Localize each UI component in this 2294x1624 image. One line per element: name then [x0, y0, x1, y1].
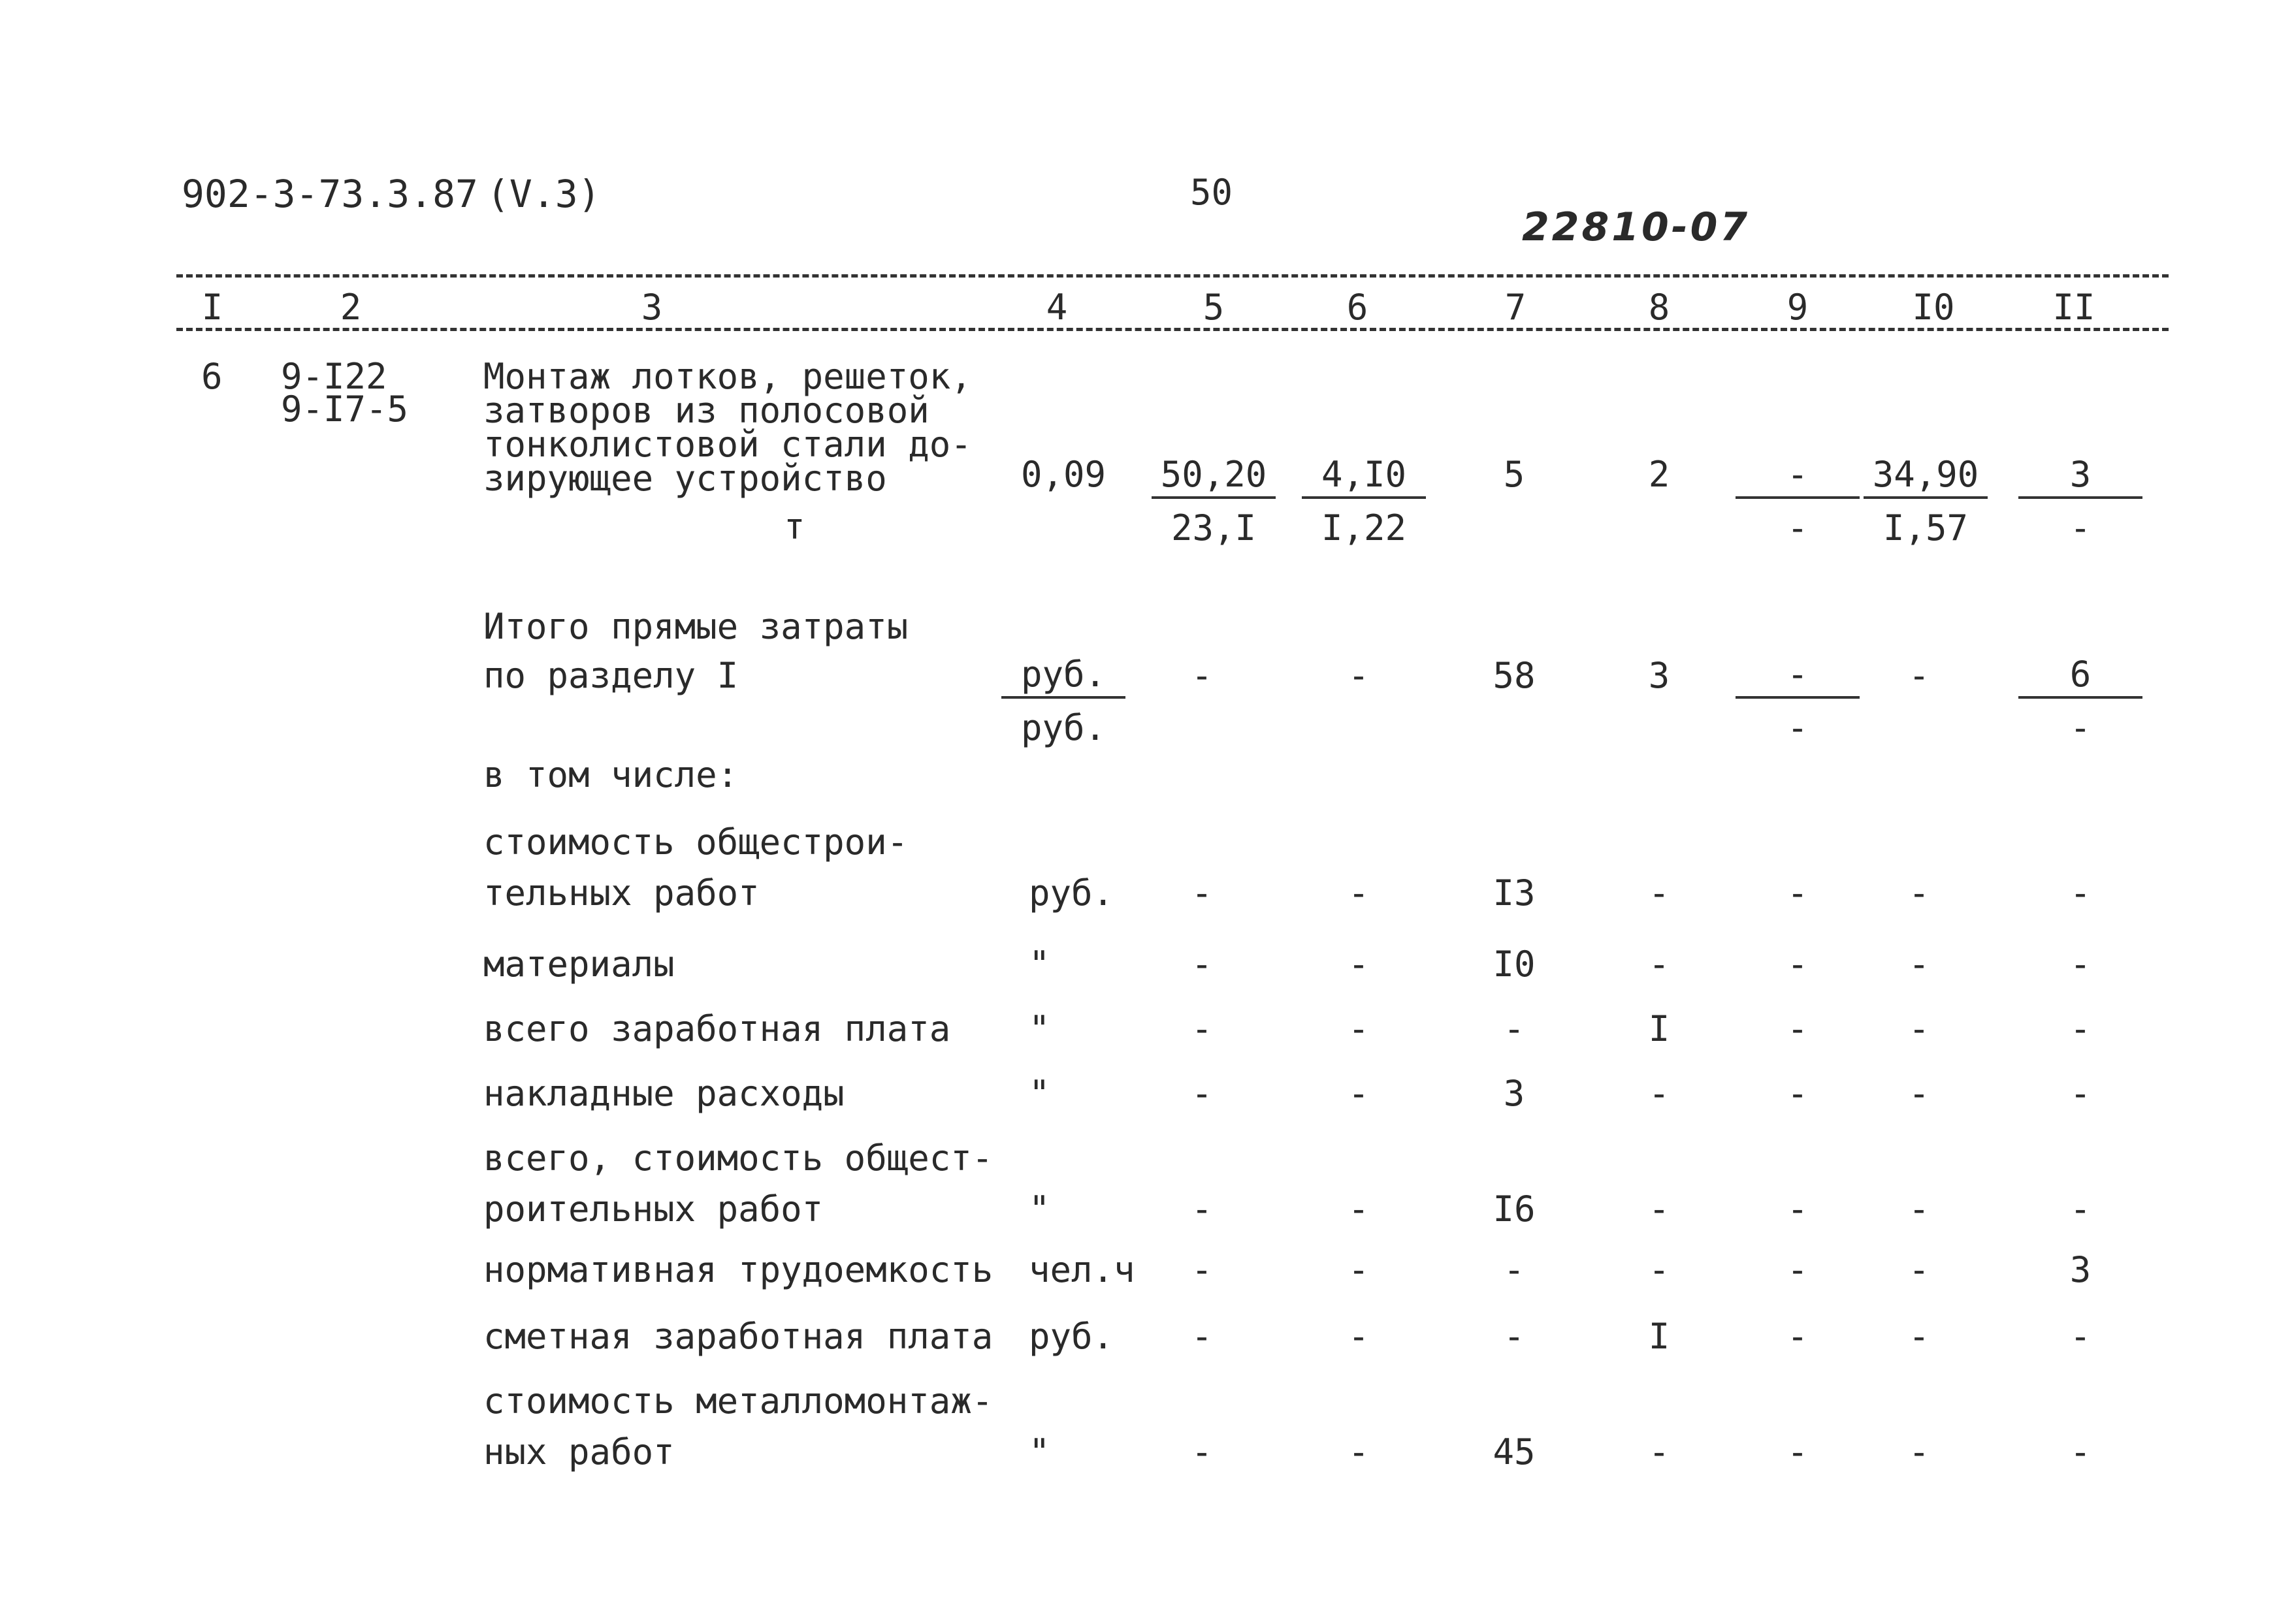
- unit-cost-col6: [1285, 454, 1442, 549]
- total-cost-col8: 2: [1648, 454, 1670, 495]
- document-code: 902-3-73.3.87: [182, 172, 478, 216]
- breakdown-value-col10: -: [1908, 872, 1930, 914]
- item-unit: т: [784, 506, 805, 547]
- breakdown-value-col9: -: [1786, 1431, 1809, 1473]
- column-number: 2: [340, 287, 362, 328]
- breakdown-value-col7: I0: [1493, 944, 1536, 985]
- breakdown-value-col8: -: [1648, 1073, 1670, 1114]
- column-number: 6: [1346, 287, 1368, 328]
- breakdown-value-col5: -: [1191, 944, 1213, 985]
- fraction-denominator: I,22: [1321, 507, 1407, 549]
- breakdown-value-col10: -: [1908, 1073, 1930, 1114]
- total-col6: -: [1348, 655, 1370, 696]
- breakdown-value-col10: -: [1908, 1316, 1930, 1357]
- fraction-denominator: I,57: [1882, 507, 1969, 549]
- item-description-line: тонколистовой стали до-: [483, 424, 972, 465]
- breakdown-value-col6: -: [1348, 1008, 1370, 1049]
- total-cost-col7: 5: [1503, 454, 1525, 495]
- column-number: 8: [1648, 287, 1670, 328]
- page-number: 50: [1190, 172, 1233, 213]
- breakdown-value-col5: -: [1191, 872, 1213, 914]
- breakdown-value-col6: -: [1348, 944, 1370, 985]
- total-label-line: Итого прямые затраты: [483, 606, 909, 647]
- fraction-bar: [1864, 496, 1988, 499]
- column-number: 5: [1203, 287, 1225, 328]
- breakdown-value-col11: 3: [2069, 1249, 2092, 1290]
- total-col7: 58: [1493, 655, 1536, 696]
- fraction-bar: [1302, 496, 1426, 499]
- breakdown-value-col8: -: [1648, 1249, 1670, 1290]
- fraction-numerator: -: [1786, 454, 1809, 495]
- breakdown-value-col11: -: [2069, 1431, 2092, 1473]
- volume-label: (V.3): [487, 172, 601, 216]
- breakdown-unit: ": [1029, 1188, 1050, 1230]
- breakdown-value-col7: -: [1503, 1008, 1525, 1049]
- breakdown-label-line: тельных работ: [483, 872, 760, 914]
- fraction-numerator: 3: [2069, 454, 2092, 495]
- breakdown-value-col11: -: [2069, 872, 2092, 914]
- breakdown-value-col5: -: [1191, 1431, 1213, 1473]
- price-code: 9-I7-5: [281, 389, 409, 430]
- breakdown-unit: ": [1029, 944, 1050, 985]
- top-dashed-rule: [176, 274, 2169, 278]
- labor-col10: [1847, 454, 2004, 549]
- breakdown-value-col9: -: [1786, 872, 1809, 914]
- fraction-numerator: руб.: [1020, 654, 1107, 695]
- price-code: 9-I22: [281, 356, 387, 397]
- breakdown-value-col11: -: [2069, 1188, 2092, 1230]
- breakdown-value-col9: -: [1786, 944, 1809, 985]
- labor-col11: [2002, 454, 2159, 549]
- breakdown-value-col9: -: [1786, 1316, 1809, 1357]
- total-col5: -: [1191, 655, 1213, 696]
- breakdown-label-line: нормативная трудоемкость: [483, 1249, 994, 1290]
- breakdown-unit: ": [1029, 1008, 1050, 1049]
- breakdown-value-col6: -: [1348, 1249, 1370, 1290]
- breakdown-value-col6: -: [1348, 872, 1370, 914]
- breakdown-value-col10: -: [1908, 1249, 1930, 1290]
- breakdown-unit: руб.: [1029, 872, 1114, 914]
- breakdown-value-col8: -: [1648, 944, 1670, 985]
- breakdown-label-line: всего, стоимость общест-: [483, 1138, 994, 1179]
- breakdown-value-col6: -: [1348, 1431, 1370, 1473]
- item-description-line: Монтаж лотков, решеток,: [483, 356, 972, 397]
- breakdown-value-col6: -: [1348, 1316, 1370, 1357]
- fraction-numerator: 4,I0: [1321, 454, 1407, 495]
- fraction-bar: [1736, 496, 1860, 499]
- column-number: 4: [1046, 287, 1068, 328]
- breakdown-value-col10: -: [1908, 944, 1930, 985]
- breakdown-value-col5: -: [1191, 1316, 1213, 1357]
- fraction-denominator: 23,I: [1171, 507, 1257, 549]
- breakdown-value-col7: I3: [1493, 872, 1536, 914]
- total-col11: [2002, 654, 2159, 748]
- fraction-bar: [2018, 496, 2142, 499]
- breakdown-label-line: сметная заработная плата: [483, 1316, 994, 1357]
- unit-cost-col5: [1135, 454, 1292, 549]
- column-number: I: [201, 287, 223, 328]
- breakdown-unit: чел.ч: [1029, 1249, 1135, 1290]
- breakdown-unit: ": [1029, 1431, 1050, 1473]
- column-number: 3: [641, 287, 663, 328]
- fraction-denominator: -: [2069, 707, 2092, 748]
- fraction-denominator: -: [1786, 507, 1809, 549]
- breakdown-value-col5: -: [1191, 1188, 1213, 1230]
- item-description-line: затворов из полосовой: [483, 390, 929, 431]
- fraction-denominator: -: [1786, 707, 1809, 748]
- fraction-numerator: 34,90: [1872, 454, 1979, 495]
- breakdown-value-col8: I: [1648, 1316, 1670, 1357]
- total-unit: [985, 654, 1142, 748]
- breakdown-value-col10: -: [1908, 1188, 1930, 1230]
- breakdown-value-col9: -: [1786, 1008, 1809, 1049]
- fraction-bar: [2018, 696, 2142, 699]
- breakdown-value-col8: -: [1648, 1188, 1670, 1230]
- column-number: 9: [1786, 287, 1809, 328]
- breakdown-value-col5: -: [1191, 1008, 1213, 1049]
- item-description-line: зирующее устройство: [483, 458, 887, 499]
- breakdown-value-col11: -: [2069, 944, 2092, 985]
- fraction-bar: [1736, 696, 1860, 699]
- total-label-line: по разделу I: [483, 655, 739, 696]
- breakdown-value-col9: -: [1786, 1249, 1809, 1290]
- fraction-numerator: 6: [2069, 654, 2092, 695]
- breakdown-label-line: роительных работ: [483, 1188, 824, 1230]
- breakdown-value-col7: -: [1503, 1316, 1525, 1357]
- breakdown-value-col5: -: [1191, 1073, 1213, 1114]
- breakdown-value-col10: -: [1908, 1431, 1930, 1473]
- including-label: в том числе:: [483, 754, 739, 795]
- breakdown-label-line: ных работ: [483, 1431, 675, 1473]
- breakdown-value-col11: -: [2069, 1316, 2092, 1357]
- breakdown-value-col9: -: [1786, 1073, 1809, 1114]
- breakdown-value-col6: -: [1348, 1188, 1370, 1230]
- fraction-denominator: -: [2069, 507, 2092, 549]
- bottom-dashed-rule: [176, 328, 2169, 331]
- breakdown-value-col8: I: [1648, 1008, 1670, 1049]
- breakdown-value-col7: -: [1503, 1249, 1525, 1290]
- fraction-numerator: 50,20: [1160, 454, 1267, 495]
- fraction-bar: [1152, 496, 1276, 499]
- fraction-numerator: -: [1786, 654, 1809, 695]
- item-number: 6: [201, 356, 223, 397]
- breakdown-label-line: накладные расходы: [483, 1073, 845, 1114]
- breakdown-value-col5: -: [1191, 1249, 1213, 1290]
- fraction-bar: [1001, 696, 1125, 699]
- breakdown-value-col8: -: [1648, 872, 1670, 914]
- total-col10: -: [1908, 655, 1930, 696]
- item-quantity: 0,09: [1020, 454, 1107, 495]
- breakdown-label-line: стоимость металломонтаж-: [483, 1380, 994, 1422]
- breakdown-value-col11: -: [2069, 1073, 2092, 1114]
- column-number: 7: [1504, 287, 1527, 328]
- column-number: I0: [1912, 287, 1955, 328]
- breakdown-value-col6: -: [1348, 1073, 1370, 1114]
- breakdown-value-col7: 3: [1503, 1073, 1525, 1114]
- breakdown-value-col11: -: [2069, 1008, 2092, 1049]
- breakdown-value-col7: 45: [1493, 1431, 1536, 1473]
- breakdown-unit: руб.: [1029, 1316, 1114, 1357]
- total-col8: 3: [1648, 655, 1670, 696]
- column-number: II: [2052, 287, 2095, 328]
- archive-stamp: 22810-07: [1522, 204, 1751, 250]
- breakdown-label-line: стоимость общестрои-: [483, 821, 909, 863]
- breakdown-value-col9: -: [1786, 1188, 1809, 1230]
- breakdown-label-line: материалы: [483, 944, 675, 985]
- breakdown-value-col10: -: [1908, 1008, 1930, 1049]
- breakdown-label-line: всего заработная плата: [483, 1008, 951, 1049]
- fraction-denominator: руб.: [1020, 707, 1107, 748]
- breakdown-unit: ": [1029, 1073, 1050, 1114]
- breakdown-value-col7: I6: [1493, 1188, 1536, 1230]
- breakdown-value-col8: -: [1648, 1431, 1670, 1473]
